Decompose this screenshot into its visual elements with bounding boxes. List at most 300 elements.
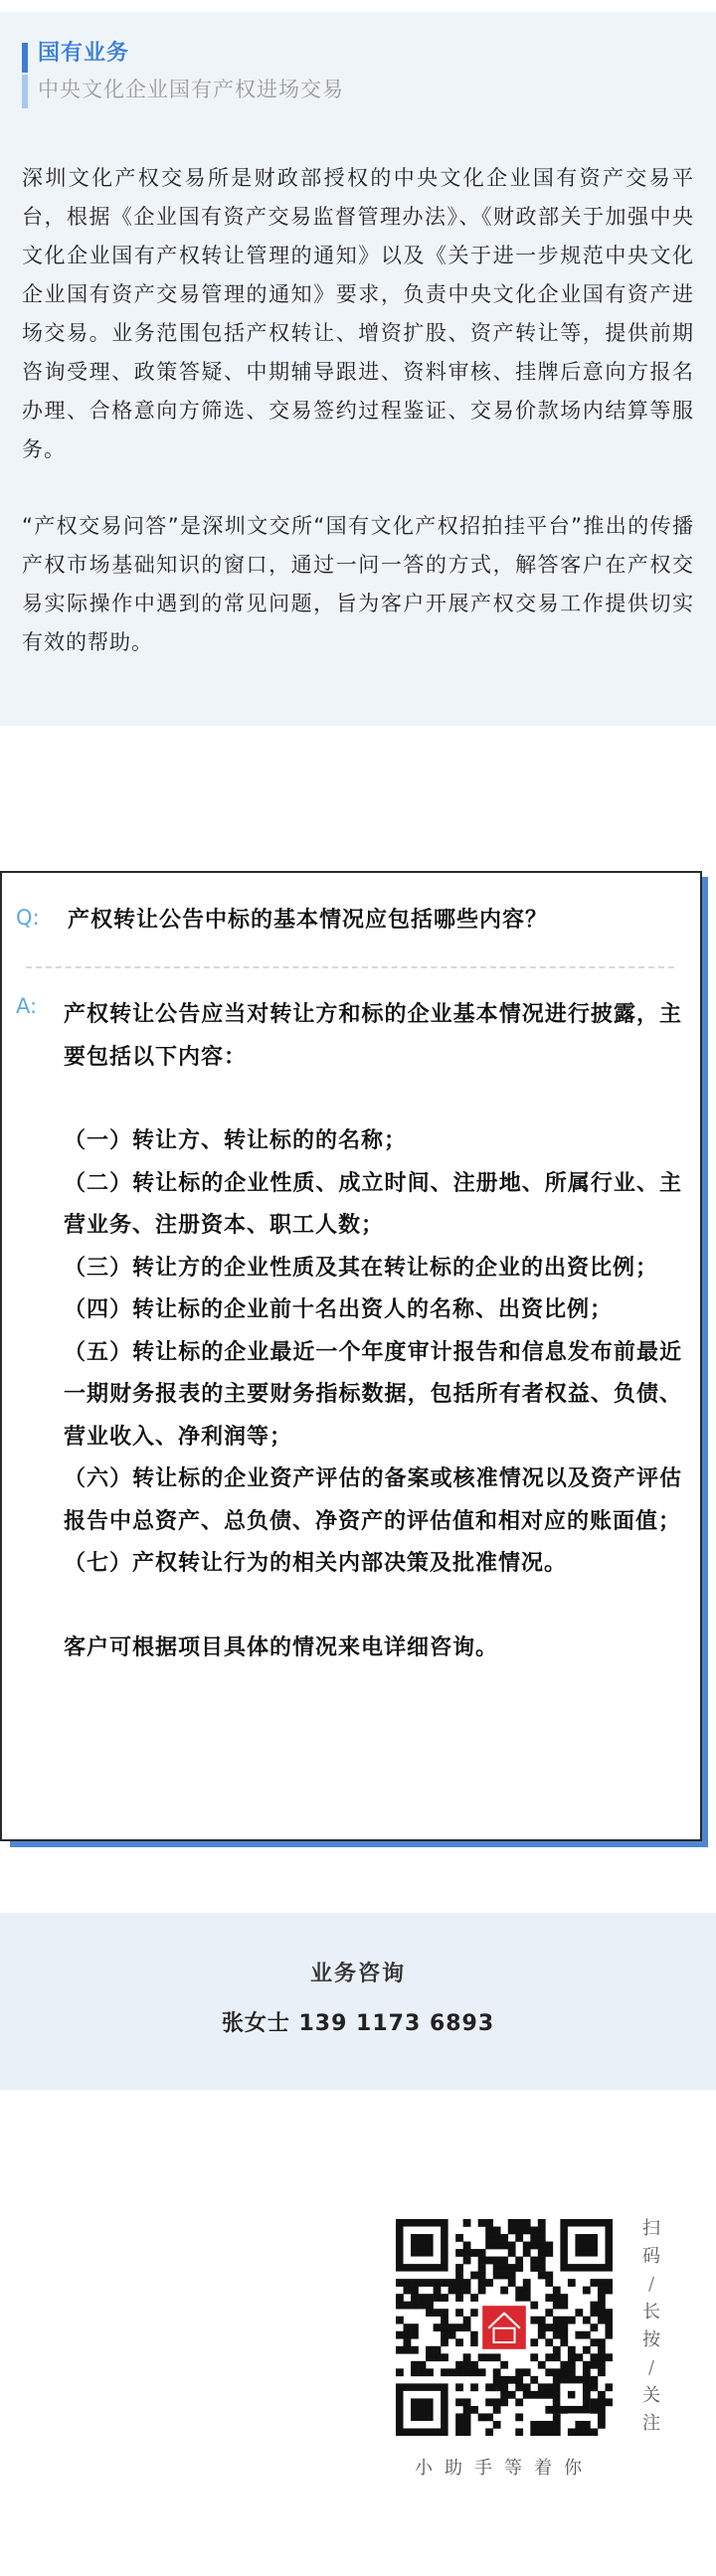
question-text: 产权转让公告中标的基本情况应包括哪些内容？ — [68, 908, 549, 933]
qr-module — [455, 2361, 463, 2369]
qr-module — [553, 2421, 561, 2429]
qr-module — [605, 2317, 613, 2324]
qr-module — [568, 2368, 576, 2376]
qr-module — [463, 2287, 471, 2295]
qr-module — [530, 2302, 538, 2310]
qr-module — [411, 2361, 419, 2369]
qr-module — [553, 2287, 561, 2295]
qr-module — [538, 2249, 546, 2257]
qr-module — [583, 2331, 591, 2339]
qr-module — [590, 2279, 598, 2287]
qr-module — [485, 2428, 493, 2436]
qr-module — [493, 2421, 501, 2429]
qr-module — [455, 2279, 463, 2287]
qr-module — [515, 2398, 523, 2406]
qr-module — [553, 2331, 561, 2339]
qr-module — [568, 2361, 576, 2369]
intro-paragraph: 深圳文化产权交易所是财政部授权的中央文化企业国有资产交易平台，根据《企业国有资产交易监督管理办法》、《财政部关于加强中央文化企业国有产权转让管理的通知》以及《关于进一步规范中央文化企业国有资产交易管理的通知》要求，负责中央文化企业国有资产进场交易。业务范围包括产权转让、增资扩股、资产转让等，提供前期咨询受理、政策答疑、中期辅导跟进、资料审核、挂牌后意向方报名办理、合格意向方筛选、交易签约过程鉴证、交易价款场内结算等服务。 — [22, 166, 694, 461]
scan-hint-vertical — [636, 2215, 666, 2438]
qr-module — [493, 2272, 501, 2280]
qr-module — [553, 2353, 561, 2361]
qr-module — [515, 2413, 523, 2421]
qr-module — [411, 2287, 419, 2295]
qr-module — [478, 2279, 486, 2287]
qr-module — [553, 2368, 561, 2376]
qr-module — [583, 2421, 591, 2429]
qr-module — [583, 2346, 591, 2354]
qr-module — [590, 2376, 598, 2384]
qr-module — [545, 2249, 553, 2257]
qr-module — [530, 2234, 538, 2242]
qr-module — [441, 2338, 448, 2346]
qr-module — [553, 2413, 561, 2421]
qr-module — [404, 2302, 412, 2310]
qr-module — [485, 2353, 493, 2361]
qr-module — [470, 2294, 478, 2302]
qr-module — [515, 2383, 523, 2391]
qr-module — [493, 2227, 501, 2235]
qr-module — [404, 2346, 412, 2354]
qr-module — [396, 2279, 404, 2287]
contact-phone[interactable]: 张女士 139 1173 6893 — [221, 2011, 495, 2036]
answer-item: （二）转让标的企业性质、成立时间、注册地、所属行业、主营业务、注册资本、职工人数； — [64, 1170, 682, 1238]
qr-module — [470, 2309, 478, 2317]
qr-module — [530, 2264, 538, 2272]
qr-module — [553, 2302, 561, 2310]
qr-module — [470, 2338, 478, 2346]
qr-module — [500, 2398, 508, 2406]
qr-module — [455, 2421, 463, 2429]
qr-module — [515, 2227, 523, 2235]
qr-module — [404, 2287, 412, 2295]
qr-module — [478, 2287, 486, 2295]
qr-module — [455, 2323, 463, 2331]
hint-char: 注 — [642, 2413, 660, 2434]
qr-module — [575, 2421, 583, 2429]
qr-module — [419, 2361, 427, 2369]
qr-module — [605, 2279, 613, 2287]
qr-module — [508, 2391, 516, 2399]
qr-module — [455, 2383, 463, 2391]
qr-module — [500, 2234, 508, 2242]
qr-module — [515, 2264, 523, 2272]
qr-module — [478, 2272, 486, 2280]
qr-module — [538, 2234, 546, 2242]
qr-module — [455, 2272, 463, 2280]
qr-module — [530, 2338, 538, 2346]
qr-module — [419, 2294, 427, 2302]
qr-module — [500, 2272, 508, 2280]
qr-module — [508, 2279, 516, 2287]
qr-module — [523, 2242, 531, 2250]
qr-module — [545, 2272, 553, 2280]
qr-module — [538, 2323, 546, 2331]
qr-module — [538, 2264, 546, 2272]
qr-module — [538, 2317, 546, 2324]
qr-module — [470, 2249, 478, 2257]
qr-module — [455, 2428, 463, 2436]
qr-module — [515, 2376, 523, 2384]
answer-marker: A: — [16, 994, 38, 1018]
qr-module — [463, 2257, 471, 2265]
qr-module — [538, 2383, 546, 2391]
answer-item: （四）转让标的企业前十名出资人的名称、出资比例； — [64, 1297, 614, 1322]
qr-module — [493, 2264, 501, 2272]
qr-module — [455, 2398, 463, 2406]
qr-module — [485, 2257, 493, 2265]
qr-module — [404, 2331, 412, 2339]
qr-module — [523, 2391, 531, 2399]
qr-module — [598, 2421, 606, 2429]
answer-item: （六）转让标的企业资产评估的备案或核准情况以及资产评估报告中总资产、总负债、净资产的评估值和相对应的账面值； — [64, 1466, 682, 1534]
hint-char: 长 — [642, 2302, 660, 2322]
qr-module — [560, 2368, 568, 2376]
qr-module — [598, 2294, 606, 2302]
qr-module — [404, 2279, 412, 2287]
qr-module — [448, 2287, 456, 2295]
qr-module — [396, 2331, 404, 2339]
qr-module — [538, 2391, 546, 2399]
qr-module — [523, 2368, 531, 2376]
qr-finder — [411, 2234, 434, 2257]
qr-module — [590, 2383, 598, 2391]
qr-module — [426, 2279, 434, 2287]
answer-item: （三）转让方的企业性质及其在转让标的企业的出资比例； — [64, 1255, 659, 1281]
qr-module — [553, 2428, 561, 2436]
section-subtitle: 中央文化企业国有产权进场交易 — [38, 78, 344, 101]
qr-module — [560, 2302, 568, 2310]
qr-module — [598, 2361, 606, 2369]
qr-module — [426, 2294, 434, 2302]
qr-module — [426, 2368, 434, 2376]
qr-module — [568, 2317, 576, 2324]
qr-module — [523, 2219, 531, 2227]
qr-module — [463, 2279, 471, 2287]
qr-module — [605, 2353, 613, 2361]
qr-module — [485, 2279, 493, 2287]
qr-module — [568, 2428, 576, 2436]
qr-module — [545, 2428, 553, 2436]
qr-module — [590, 2309, 598, 2317]
qr-module — [500, 2376, 508, 2384]
answer-item: （七）产权转让行为的相关内部决策及批准情况。 — [64, 1551, 568, 1576]
qr-module — [455, 2368, 463, 2376]
qr-module — [396, 2302, 404, 2310]
qr-module — [455, 2309, 463, 2317]
answer-body — [64, 994, 682, 1669]
qr-module — [411, 2302, 419, 2310]
qr-module — [493, 2376, 501, 2384]
qr-module — [560, 2294, 568, 2302]
qr-module — [396, 2346, 404, 2354]
qr-module — [605, 2398, 613, 2406]
qr-module — [463, 2317, 471, 2324]
qr-module — [463, 2428, 471, 2436]
qr-module — [590, 2398, 598, 2406]
answer-item: （一）转让方、转让标的的名称； — [64, 1128, 408, 1153]
question-marker: Q: — [16, 906, 40, 930]
qr-module — [553, 2323, 561, 2331]
qr-module — [575, 2428, 583, 2436]
qr-module — [523, 2279, 531, 2287]
qr-module — [441, 2323, 448, 2331]
qr-module — [441, 2317, 448, 2324]
qr-module — [411, 2323, 419, 2331]
qr-module — [575, 2353, 583, 2361]
qr-module — [598, 2398, 606, 2406]
qr-module — [523, 2227, 531, 2235]
qr-module — [605, 2287, 613, 2295]
qr-module — [575, 2331, 583, 2339]
qr-module — [463, 2219, 471, 2227]
qr-module — [523, 2287, 531, 2295]
qr-module — [434, 2287, 442, 2295]
qr-module — [470, 2368, 478, 2376]
qr-module — [515, 2368, 523, 2376]
qr-module — [560, 2338, 568, 2346]
qr-module — [448, 2368, 456, 2376]
answer-item: （五）转让标的企业最近一个年度审计报告和信息发布前最近一期财务报表的主要财务指标数据，包括所有者权益、负债、营业收入、净利润等； — [64, 1339, 682, 1450]
qr-module — [404, 2323, 412, 2331]
qr-module — [411, 2346, 419, 2354]
qr-module — [598, 2287, 606, 2295]
qr-module — [583, 2368, 591, 2376]
qr-module — [463, 2368, 471, 2376]
qr-module — [590, 2338, 598, 2346]
qr-module — [575, 2309, 583, 2317]
assistant-caption: 小助手等着你 — [415, 2458, 594, 2479]
qr-module — [523, 2249, 531, 2257]
qr-module — [396, 2368, 404, 2376]
qr-module — [545, 2406, 553, 2414]
qr-module — [404, 2338, 412, 2346]
intro-section — [0, 12, 716, 726]
qr-module — [411, 2279, 419, 2287]
dashed-divider — [26, 966, 674, 968]
qr-module — [568, 2279, 576, 2287]
qr-module — [530, 2421, 538, 2429]
qr-module — [530, 2317, 538, 2324]
qr-module — [590, 2361, 598, 2369]
qr-module — [583, 2287, 591, 2295]
qr-module — [560, 2361, 568, 2369]
qr-module — [598, 2338, 606, 2346]
qr-module — [448, 2323, 456, 2331]
qr-module — [493, 2383, 501, 2391]
qr-module — [553, 2294, 561, 2302]
qr-module — [411, 2368, 419, 2376]
qr-module — [419, 2302, 427, 2310]
qr-module — [463, 2361, 471, 2369]
qr-module — [455, 2234, 463, 2242]
qr-module — [530, 2376, 538, 2384]
qr-module — [493, 2406, 501, 2414]
qr-module — [553, 2317, 561, 2324]
qr-module — [493, 2398, 501, 2406]
qr-module — [508, 2219, 516, 2227]
qr-module — [448, 2279, 456, 2287]
intro-text — [22, 159, 694, 662]
qr-module — [463, 2323, 471, 2331]
qr-module — [515, 2219, 523, 2227]
qr-module — [538, 2227, 546, 2235]
qr-module — [493, 2353, 501, 2361]
qr-code[interactable] — [396, 2219, 613, 2436]
hint-char: / — [647, 2274, 655, 2295]
qr-module — [419, 2279, 427, 2287]
hint-char: 按 — [642, 2329, 660, 2350]
qr-module — [463, 2406, 471, 2414]
qr-module — [470, 2383, 478, 2391]
qr-module — [500, 2383, 508, 2391]
qr-module — [485, 2242, 493, 2250]
qr-module — [463, 2398, 471, 2406]
qr-module — [545, 2421, 553, 2429]
qr-module — [568, 2346, 576, 2354]
qr-module — [470, 2361, 478, 2369]
qr-module — [553, 2346, 561, 2354]
section-header — [22, 37, 344, 108]
qr-module — [545, 2368, 553, 2376]
hint-char: 关 — [642, 2385, 660, 2406]
qr-module — [485, 2219, 493, 2227]
qr-module — [560, 2331, 568, 2339]
qr-module — [530, 2227, 538, 2235]
qr-module — [485, 2234, 493, 2242]
qr-module — [478, 2257, 486, 2265]
answer-intro: 产权转让公告应当对转让方和标的企业基本情况进行披露，主要包括以下内容： — [64, 1002, 682, 1070]
qr-module — [583, 2361, 591, 2369]
qr-module — [441, 2309, 448, 2317]
qr-module — [538, 2421, 546, 2429]
answer-closing: 客户可根据项目具体的情况来电详细咨询。 — [64, 1634, 499, 1660]
qr-module — [538, 2331, 546, 2339]
qr-module — [463, 2249, 471, 2257]
qr-module — [434, 2309, 442, 2317]
qr-module — [485, 2398, 493, 2406]
qr-module — [441, 2331, 448, 2339]
qr-module — [493, 2234, 501, 2242]
qr-module — [463, 2353, 471, 2361]
qr-module — [455, 2338, 463, 2346]
hint-char: 扫 — [642, 2218, 660, 2239]
qr-module — [515, 2287, 523, 2295]
qr-module — [396, 2317, 404, 2324]
qr-module — [598, 2317, 606, 2324]
qr-module — [508, 2242, 516, 2250]
qr-module — [530, 2353, 538, 2361]
section-title: 国有业务 — [38, 41, 130, 66]
qr-module — [605, 2331, 613, 2339]
hint-char: / — [647, 2357, 655, 2378]
qr-module — [545, 2338, 553, 2346]
qr-code-graphic — [396, 2219, 613, 2436]
qr-module — [463, 2413, 471, 2421]
intro-paragraph: “产权交易问答”是深圳文交所“国有文化产权招拍挂平台”推出的传播产权市场基础知识的窗口，通过一问一答的方式，解答客户在产权交易实际操作中遇到的常见问题，旨为客户开展产权交易工作提供切实有效的帮助。 — [22, 514, 694, 654]
qr-module — [545, 2279, 553, 2287]
qr-module — [508, 2227, 516, 2235]
qr-module — [434, 2294, 442, 2302]
qr-module — [590, 2353, 598, 2361]
qr-module — [470, 2331, 478, 2339]
qr-module — [545, 2391, 553, 2399]
qr-module — [530, 2257, 538, 2265]
qr-module — [598, 2279, 606, 2287]
qr-alignment — [568, 2391, 576, 2399]
qr-module — [508, 2249, 516, 2257]
qr-module — [545, 2383, 553, 2391]
qr-module — [605, 2323, 613, 2331]
qr-module — [598, 2413, 606, 2421]
qr-module — [538, 2272, 546, 2280]
contact-title: 业务咨询 — [309, 1962, 406, 1986]
qa-card — [0, 871, 702, 1841]
qr-module — [419, 2368, 427, 2376]
qr-module — [538, 2257, 546, 2265]
qr-module — [515, 2257, 523, 2265]
qr-module — [583, 2317, 591, 2324]
qr-module — [485, 2383, 493, 2391]
qr-module — [530, 2391, 538, 2399]
qr-module — [560, 2323, 568, 2331]
qr-module — [470, 2272, 478, 2280]
qr-module — [426, 2309, 434, 2317]
qr-module — [426, 2346, 434, 2354]
qr-finder — [411, 2398, 434, 2421]
qr-module — [545, 2242, 553, 2250]
qr-module — [598, 2302, 606, 2310]
qr-module — [478, 2249, 486, 2257]
qr-module — [500, 2264, 508, 2272]
qr-module — [538, 2242, 546, 2250]
qr-module — [598, 2368, 606, 2376]
qr-module — [530, 2428, 538, 2436]
qr-module — [478, 2413, 486, 2421]
qr-module — [583, 2428, 591, 2436]
qr-module — [545, 2323, 553, 2331]
qr-module — [508, 2376, 516, 2384]
qr-module — [605, 2383, 613, 2391]
qr-module — [455, 2294, 463, 2302]
qr-module — [455, 2413, 463, 2421]
qr-module — [515, 2294, 523, 2302]
qr-module — [538, 2428, 546, 2436]
qr-module — [434, 2346, 442, 2354]
qr-module — [463, 2421, 471, 2429]
qr-module — [598, 2406, 606, 2414]
qr-module — [478, 2219, 486, 2227]
qr-module — [441, 2353, 448, 2361]
qr-module — [493, 2257, 501, 2265]
qr-module — [441, 2279, 448, 2287]
qr-module — [493, 2242, 501, 2250]
qr-module — [441, 2294, 448, 2302]
qr-module — [500, 2287, 508, 2295]
qr-module — [448, 2331, 456, 2339]
qr-module — [538, 2361, 546, 2369]
qr-module — [515, 2234, 523, 2242]
qr-module — [500, 2361, 508, 2369]
qr-module — [426, 2302, 434, 2310]
qr-module — [411, 2331, 419, 2339]
qr-module — [478, 2368, 486, 2376]
qr-module — [434, 2279, 442, 2287]
qr-module — [434, 2353, 442, 2361]
qr-module — [530, 2242, 538, 2250]
accent-bar-light — [22, 75, 28, 108]
hint-char: 码 — [642, 2246, 660, 2267]
qr-module — [598, 2391, 606, 2399]
